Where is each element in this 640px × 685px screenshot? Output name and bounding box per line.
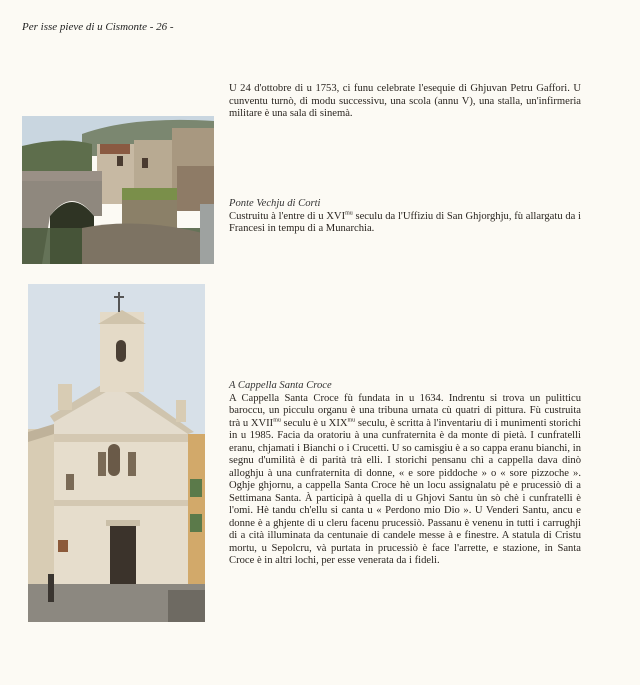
- chapel-section: [229, 380, 581, 568]
- bridge-photo: [22, 116, 214, 264]
- intro-paragraph: U 24 d'ottobre di u 1753, ci funu celebrate l'esequie di Ghjuvan Petru Gaffori. U cunventu turnò, di modu successivu, una scola (annu V), una stalla, un'infirmeria militare è una sala di sinemà.: [229, 83, 581, 119]
- chapel-caption-title: A Cappella Santa Croce: [229, 380, 332, 391]
- chapel-text: A Cappella Santa Croce fù fundata in u 1634. Indrentu si trova un pulitticu baroccu, un picculu organu è una tribuna urnata cù quatri di pittura. Fù custruita trà u $XVII^{mu}$ seculu è u $XIX^{mu}$ seculu, è scritta à l'inventariu di i munimenti storichi in u 1985. Facia da oratoriu à una cunfraternita è da monte di pietà. I cunfratelli eranu, chjamati i Bianchi o i Crucetti. U so camisgiu è a so cappa eranu bianchi, in segnu d'umilità è di parità trà elli. I storichi pensanu chì a cappella dava dinò alloghju à una cunfraternita di donne, « e sore piddoche » o « sore pizzoche ». Oghje ghjornu, a cappella Santa Croce hè un locu assignalatu pè e prucessiò di a Settimana Santa. À participà à quella di u Ghjovi Santu ùn sò chè i cunfratelli è l'omi. Hè tandu ch'ellu si canta u « Perdono mio Dio ». U Venderi Santu, ancu e donne è a ghjente di u cleru facenu prucessiò. Passanu è venenu in tutti i carrughji di a cità illuminata da centunaie di candele messe à e finestre. A statula di Cristu mortu, u Sepolcru, và purtata in prucessiò è face l'arrette, e stazione, in Santa Croce è in altri lochi, per esse venerata da i fideli.: [229, 392, 582, 566]
- bridge-caption-title: Ponte Vechju di Corti: [229, 198, 321, 209]
- chapel-photo: [28, 284, 205, 622]
- running-header: Per isse pieve di u Cismonte - 26 -: [22, 21, 174, 33]
- bridge-caption-text: Custruitu à l'entre di u $XVI^{mu}$ seculu da l'Uffiziu di San Ghjorghju, fù allargatu da i Francesi in tempu di a Munarchia.: [229, 209, 581, 234]
- bridge-caption: [229, 198, 581, 236]
